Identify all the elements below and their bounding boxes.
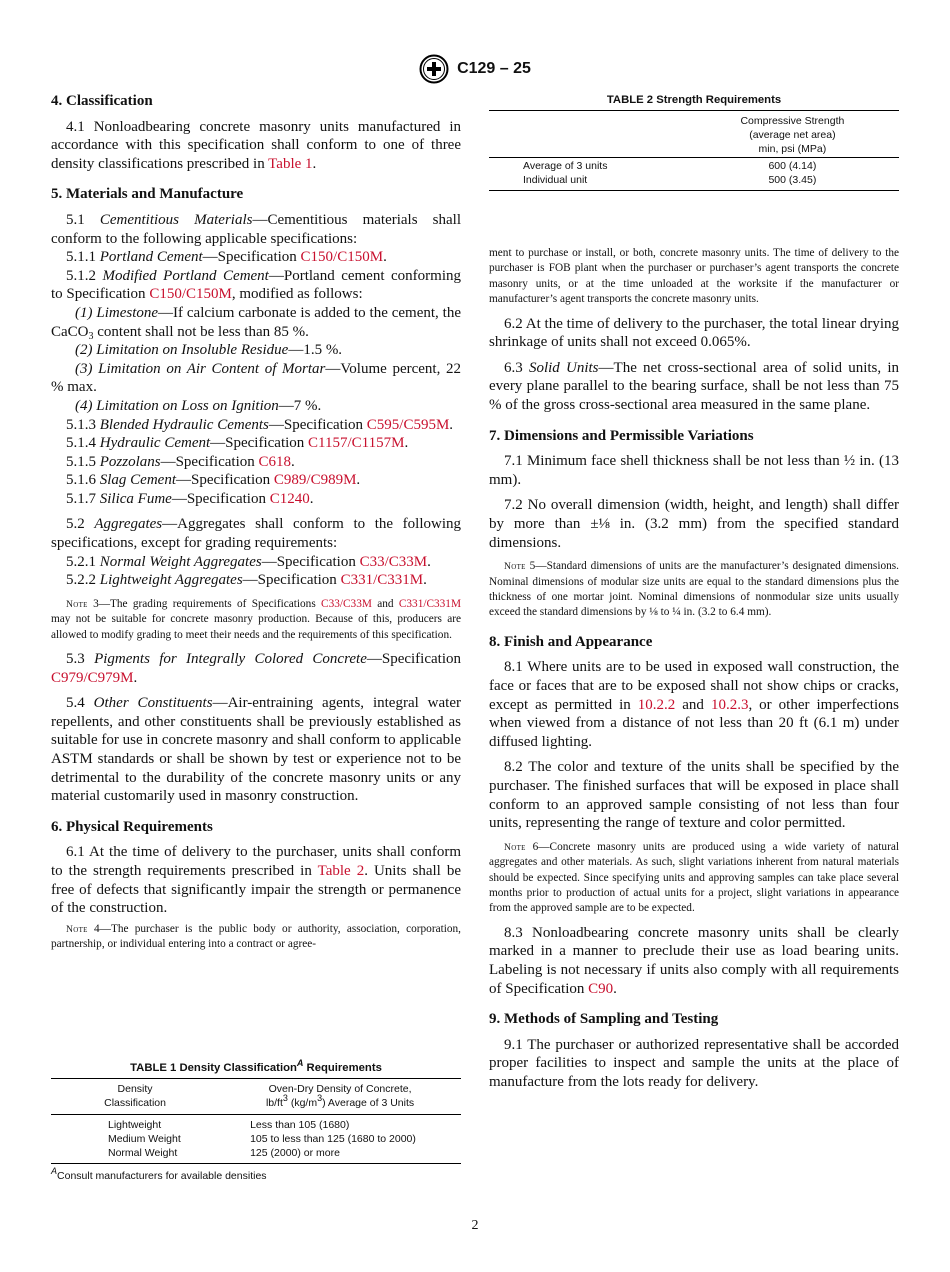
section-5-heading: 5. Materials and Manufacture [51, 186, 244, 203]
table-row [51, 1115, 461, 1133]
spec-link[interactable]: C331/C331M [340, 572, 424, 589]
right-column [489, 246, 899, 1092]
spec-link[interactable]: C1157/C1157M [308, 435, 405, 452]
table-1-header-class: Density Classification [104, 1083, 166, 1109]
table-1-link[interactable]: Table 1 [268, 155, 313, 172]
page-number: 2 [471, 1218, 479, 1233]
section-9-heading: 9. Methods of Sampling and Testing [489, 1011, 719, 1028]
table-cell: Lightweight [108, 1119, 162, 1131]
paragraph-5-2-2: 5.2.2 Lightweight Aggregates—Specification C331/C331M. [66, 572, 427, 589]
paragraph-7-2: 7.2 No overall dimension (width, height, and length) shall differ by more than ±⅛ in. (3.2 mm) from the specified standard dimensions. [489, 497, 899, 551]
paragraph-5-1-1: 5.1.1 Portland Cement—Specification C150/C150M. [66, 249, 387, 266]
modification-1: (1) Limestone—If calcium carbonate is added to the cement, the CaCO$_3$ content shall not be less than 85 %. [51, 304, 461, 342]
paragraph-5-1: 5.1 Cementitious Materials—Cementitious materials shall conform to the following applicable specifications: [51, 211, 461, 247]
paragraph-8-3: 8.3 Nonloadbearing concrete masonry units shall be clearly marked in a manner to preclude their use as load bearing units. Labeling is not necessary if units also comply with all requirements of Specification C90. [489, 924, 899, 997]
note-4-continued: ment to purchase or install, or both, concrete masonry units. The time of delivery to the purchaser is FOB plant when the purchaser or purchaser’s agent transports the concrete masonry units, or at the time unloaded at the worksite if the manufacturer or manufacturer’s agent transports the concrete masonry units. [489, 247, 899, 306]
paragraph-5-3: 5.3 Pigments for Integrally Colored Concrete—Specification C979/C979M. [51, 651, 461, 686]
table-2-grid [489, 110, 899, 191]
table-row [489, 158, 899, 174]
paragraph-5-1-3: 5.1.3 Blended Hydraulic Cements—Specification C595/C595M. [66, 416, 454, 433]
page-header [0, 54, 950, 84]
table-row [51, 1132, 461, 1146]
spec-link[interactable]: C33/C33M [359, 553, 428, 570]
table-1-title: TABLE 1 Density Classification$^A$ Requirements [130, 1058, 382, 1074]
table-cell: 500 (3.45) [768, 174, 817, 186]
spec-link[interactable]: C150/C150M [300, 249, 384, 266]
note-3: Note 3—The grading requirements of Specifications C33/C33M and C331/C331M may not be suitable for concrete masonry production. Because of this, producers are allowed to modify grading to meet their needs and the requirements of this specification. [51, 597, 462, 641]
paragraph-5-1-5: 5.1.5 Pozzolans—Specification C618. [66, 453, 295, 470]
table-1 [51, 1058, 461, 1182]
note-4-start: Note 4—The purchaser is the public body or authority, association, corporation, partnership, or individual entering into a contract or agree- [51, 922, 461, 951]
table-2-title: TABLE 2 Strength Requirements [606, 94, 782, 106]
paragraph-5-1-4: 5.1.4 Hydraulic Cement—Specification C1157/C1157M. [66, 435, 409, 452]
paragraph-6-2: 6.2 At the time of delivery to the purchaser, the total linear drying shrinkage of units shall not exceed 0.065%. [489, 315, 899, 351]
paragraph-4-1: 4.1 Nonloadbearing concrete masonry units manufactured in accordance with this specification shall conform to one of three density classifications prescribed in Table 1. [51, 118, 461, 172]
spec-link[interactable]: C150/C150M [149, 286, 232, 303]
table-row [489, 173, 899, 191]
modification-3: (3) Limitation on Air Content of Mortar—Volume percent, 22 % max. [51, 360, 461, 396]
spec-link[interactable]: C989/C989M [273, 472, 357, 489]
table-1-footnote: $^A$Consult manufacturers for available densities [51, 1166, 267, 1182]
table-row [51, 1146, 461, 1164]
table-cell: Individual unit [523, 174, 588, 186]
spec-link[interactable]: C90 [588, 980, 614, 997]
section-link[interactable]: 10.2.3 [710, 696, 749, 713]
table-1-header-density: Oven-Dry Density of Concrete, $lb/ft^3$ $(kg/m^3)$ Average of 3 Units [265, 1083, 415, 1109]
note-5: Note 5—Standard dimensions of units are the manufacturer’s designated dimensions. Nominal dimensions of modular size units are equal to the standard dimensions plus the thickness of one mortar joint. Nominal dimensions of nonmodular size units usually exceed the standard dimensions by ⅛ to ¼ in. (3.2 to 6.4 mm). [489, 560, 899, 619]
table-cell: Medium Weight [108, 1133, 181, 1145]
spec-link[interactable]: C618 [258, 453, 291, 470]
paragraph-8-2: 8.2 The color and texture of the units shall be specified by the purchaser. The finished surfaces that will be exposed in place shall conform to an approved sample consisting of not less than four units, representing the range of texture and color permitted. [489, 759, 899, 832]
section-4-heading: 4. Classification [51, 93, 153, 109]
paragraph-5-4: 5.4 Other Constituents—Air-entraining agents, integral water repellents, and other constituents shall be previously established as suitable for use in concrete masonry and shall conform to applicable ASTM standards or shall be shown by test or experience not to be detrimental to the durability of the concrete masonry units or any material customarily used in masonry construction. [51, 695, 461, 805]
spec-link[interactable]: C595/C595M [366, 416, 450, 433]
table-2-header: Compressive Strength (average net area) min, psi (MPa) [740, 115, 845, 155]
table-1-grid [51, 1078, 461, 1164]
table-cell: Less than 105 (1680) [250, 1119, 350, 1131]
table-cell: 125 (2000) or more [250, 1147, 340, 1159]
table-cell: 600 (4.14) [768, 160, 817, 172]
paragraph-5-1-7: 5.1.7 Silica Fume—Specification C1240. [66, 490, 314, 507]
paragraph-5-2: 5.2 Aggregates—Aggregates shall conform to the following specifications, except for grading requirements: [51, 516, 462, 552]
modification-4: (4) Limitation on Loss on Ignition—7 %. [75, 397, 322, 414]
paragraph-5-1-6: 5.1.6 Slag Cement—Specification C989/C989M. [66, 472, 361, 489]
table-2 [489, 94, 899, 191]
section-7-heading: 7. Dimensions and Permissible Variations [489, 427, 754, 444]
paragraph-5-1-2: 5.1.2 Modified Portland Cement—Portland cement conforming to Specification C150/C150M, modified as follows: [51, 267, 462, 303]
paragraph-6-3: 6.3 Solid Units—The net cross-sectional area of solid units, in every plane parallel to the bearing surface, shall be not less than 75 % of the gross cross-sectional area measured in the same plane. [489, 359, 900, 413]
table-cell: Normal Weight [108, 1147, 178, 1159]
table-cell: Average of 3 units [523, 160, 608, 172]
document-id: C129 – 25 [457, 60, 531, 77]
spec-link[interactable]: C1240 [269, 490, 310, 507]
paragraph-9-1: 9.1 The purchaser or authorized representative shall be accorded proper facilities to inspect and sample the units at the place of manufacture from the lots ready for delivery. [489, 1036, 899, 1090]
spec-link[interactable]: C331/C331M [398, 597, 462, 610]
table-cell: 105 to less than 125 (1680 to 2000) [250, 1133, 416, 1145]
section-link[interactable]: 10.2.2 [637, 696, 676, 713]
left-column [51, 92, 461, 953]
paragraph-6-1: 6.1 At the time of delivery to the purchaser, units shall conform to the strength requirements prescribed in Table 2. Units shall be free of defects that significantly impair the strength or permanence of the construction. [51, 844, 461, 917]
paragraph-7-1: 7.1 Minimum face shell thickness shall be not less than ½ in. (13 mm). [489, 453, 899, 488]
spec-link[interactable]: C33/C33M [321, 597, 372, 610]
modification-2: (2) Limitation on Insoluble Residue—1.5 %. [75, 342, 343, 359]
spec-link[interactable]: C979/C979M [51, 669, 134, 686]
section-6-heading: 6. Physical Requirements [51, 818, 213, 835]
astm-logo-icon [419, 54, 449, 84]
section-8-heading: 8. Finish and Appearance [489, 633, 653, 650]
note-6: Note 6—Concrete masonry units are produced using a wide variety of natural aggregates and other materials. As such, slight variations inherent from natural materials should be expected. Since specifying units and approving samples can take place several months prior to production of actual units for a project, slight variations in appearance from the approved sample are to be expected. [489, 840, 899, 915]
paragraph-8-1: 8.1 Where units are to be used in exposed wall construction, the face or faces that are to be exposed shall not show chips or cracks, except as permitted in 10.2.2 and 10.2.3, or other imperfections when viewed from a distance of not less than 20 ft (6.1 m) under diffused lighting. [489, 659, 899, 750]
paragraph-5-2-1: 5.2.1 Normal Weight Aggregates—Specification C33/C33M. [66, 553, 431, 570]
table-2-link[interactable]: Table 2 [317, 863, 365, 879]
